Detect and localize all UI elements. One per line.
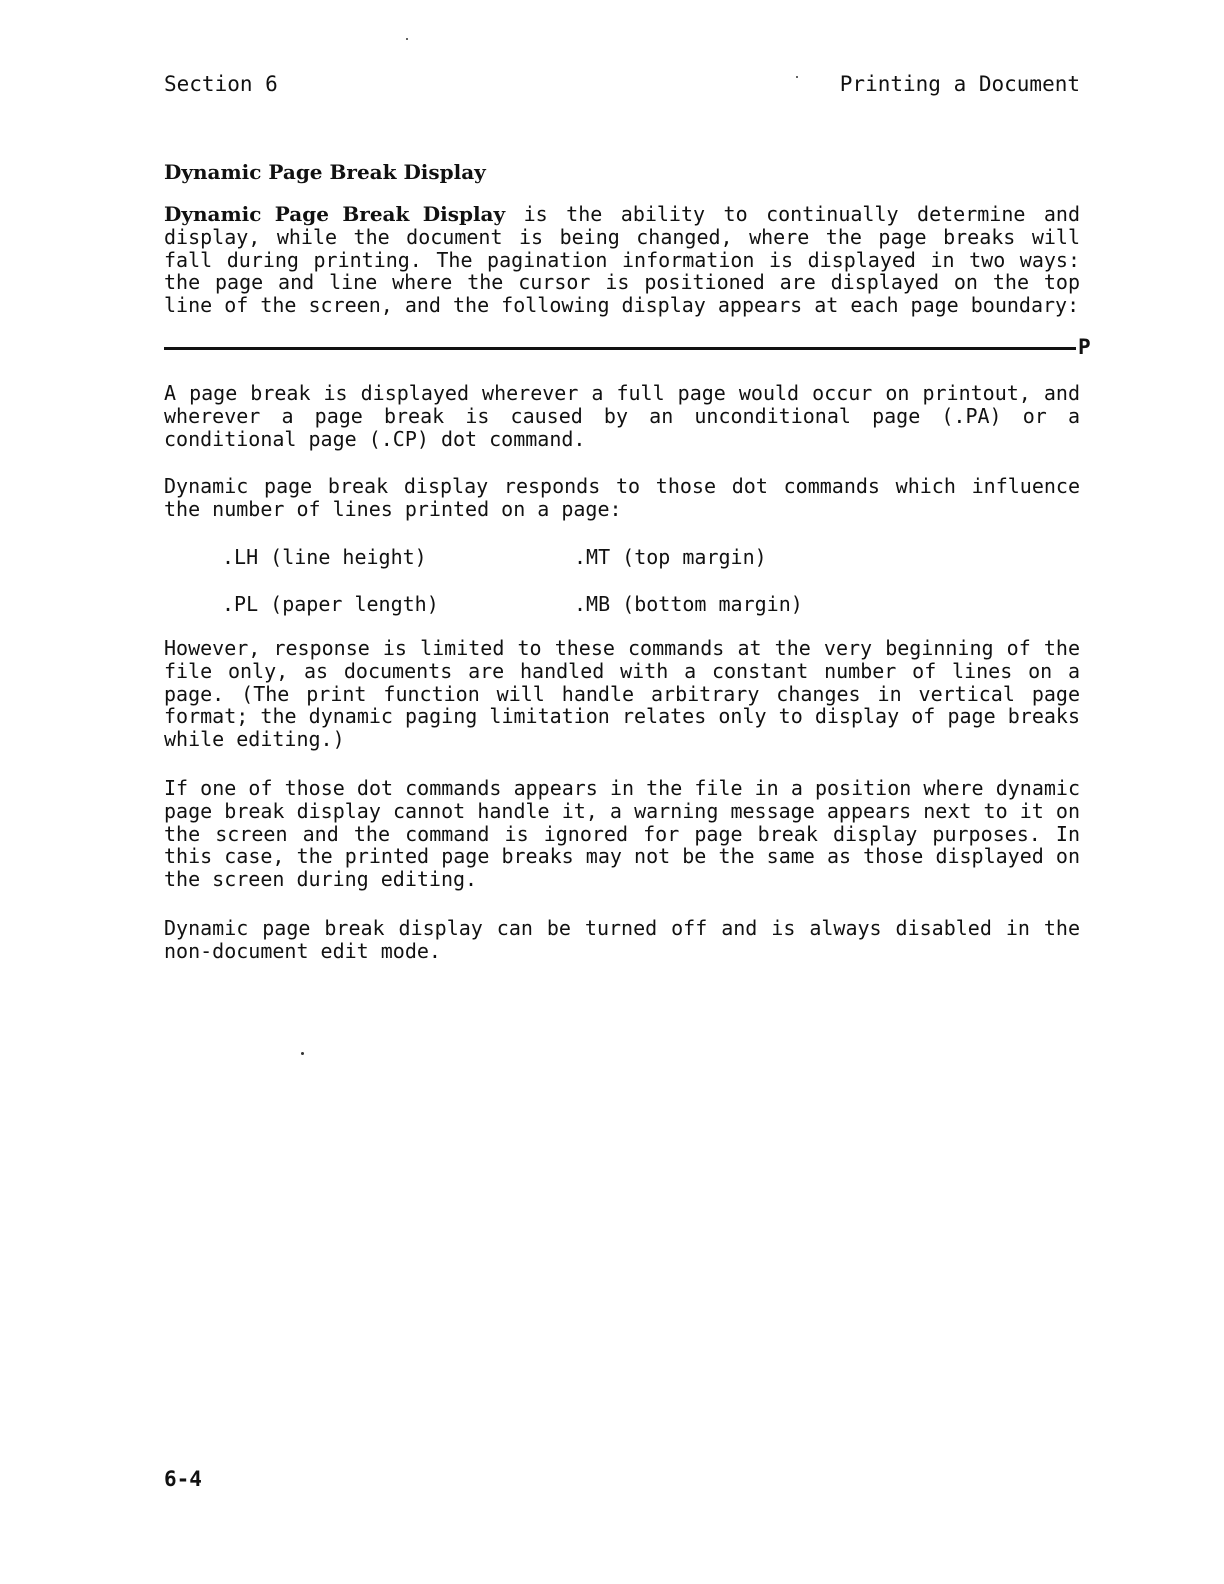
scan-speck (796, 76, 798, 78)
section-heading: Dynamic Page Break Display (164, 160, 486, 184)
section-label: Section 6 (164, 72, 278, 96)
page-number: 6-4 (164, 1467, 202, 1491)
body-paragraph-warning: If one of those dot commands appears in the file in a position where dynamic page break display cannot handle it, a warning message appears next to it on the screen and the command is ignored for page break display purposes. In this case, the printed page breaks may not be the same as those displayed on the screen during editing. (164, 776, 1080, 892)
intro-text: is the ability to continually determine and display, while the document is being changed, where the page breaks will fall during printing. The pagination information is displayed in two ways: the page and line where the cursor is positioned are displayed on the top line of the screen, and the following display appears at each page boundary: (164, 202, 1080, 318)
page-break-rule (164, 347, 1076, 350)
dot-command-paper-length: .PL (paper length) (222, 592, 439, 616)
dot-command-top-margin: .MT (top margin) (574, 545, 767, 569)
body-paragraph-page-break: A page break is displayed wherever a full page would occur on printout, and wherever a page break is caused by an unconditional page (.PA) or a conditional page (.CP) dot command. (164, 381, 1080, 451)
scan-speck (406, 38, 408, 40)
page-break-marker: P (1078, 335, 1091, 359)
body-paragraph-disable: Dynamic page break display can be turned off and is always disabled in the non-document edit mode. (164, 916, 1080, 963)
dot-command-bottom-margin: .MB (bottom margin) (574, 592, 803, 616)
defined-term: Dynamic Page Break Display (164, 202, 506, 226)
body-paragraph-limitation: However, response is limited to these commands at the very beginning of the file only, as documents are handled with a constant number of lines on a page. (The print function will handle arbitrary changes in vertical page format; the dynamic paging limitation relates only to display of page breaks while editing.) (164, 636, 1080, 752)
scan-speck (301, 1052, 304, 1055)
body-paragraph-dot-commands-intro: Dynamic page break display responds to those dot commands which influence the number of lines printed on a page: (164, 474, 1080, 521)
chapter-title: Printing a Document (839, 72, 1080, 96)
intro-paragraph (164, 203, 1080, 317)
dot-command-list (222, 545, 822, 625)
dot-command-line-height: .LH (line height) (222, 545, 427, 569)
